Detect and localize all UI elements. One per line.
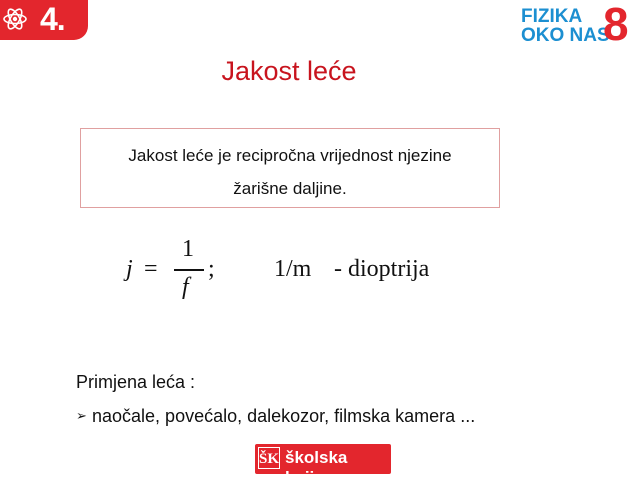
atom-icon <box>2 6 28 32</box>
formula-equals: = <box>144 256 158 282</box>
definition-line-2: žarišne daljine. <box>233 179 347 198</box>
brand-line-1: FIZIKA <box>521 6 583 27</box>
chapter-badge <box>0 0 88 40</box>
formula-lhs: j <box>126 256 133 282</box>
formula-numerator: 1 <box>182 236 194 262</box>
brand-line-2: OKO NAS <box>521 25 610 46</box>
formula-semicolon: ; <box>208 256 215 282</box>
footer <box>0 442 638 487</box>
formula-unit: 1/m <box>274 256 312 282</box>
definition-box <box>80 128 500 208</box>
brand-logo <box>521 0 633 50</box>
publisher-mark: ŠK <box>258 447 280 469</box>
arrow-right-icon: ➢ <box>76 408 87 423</box>
fraction-bar <box>174 269 204 271</box>
applications-heading: Primjena leća : <box>76 372 196 392</box>
publisher-logo <box>255 444 391 487</box>
publisher-name: školska knjiga <box>285 448 348 487</box>
applications-list-item <box>76 406 475 427</box>
chapter-number: 4. <box>40 1 65 37</box>
lens-power-formula <box>118 236 478 306</box>
applications-text: naočale, povećalo, dalekozor, filmska kamera ... <box>92 406 476 426</box>
definition-line-1: Jakost leće je recipročna vrijednost njezine <box>128 146 452 165</box>
brand-number: 8 <box>603 0 629 50</box>
formula-denominator: f <box>182 274 189 300</box>
slide-title: Jakost leće <box>221 56 357 86</box>
formula-unit-name: - dioptrija <box>334 256 430 282</box>
